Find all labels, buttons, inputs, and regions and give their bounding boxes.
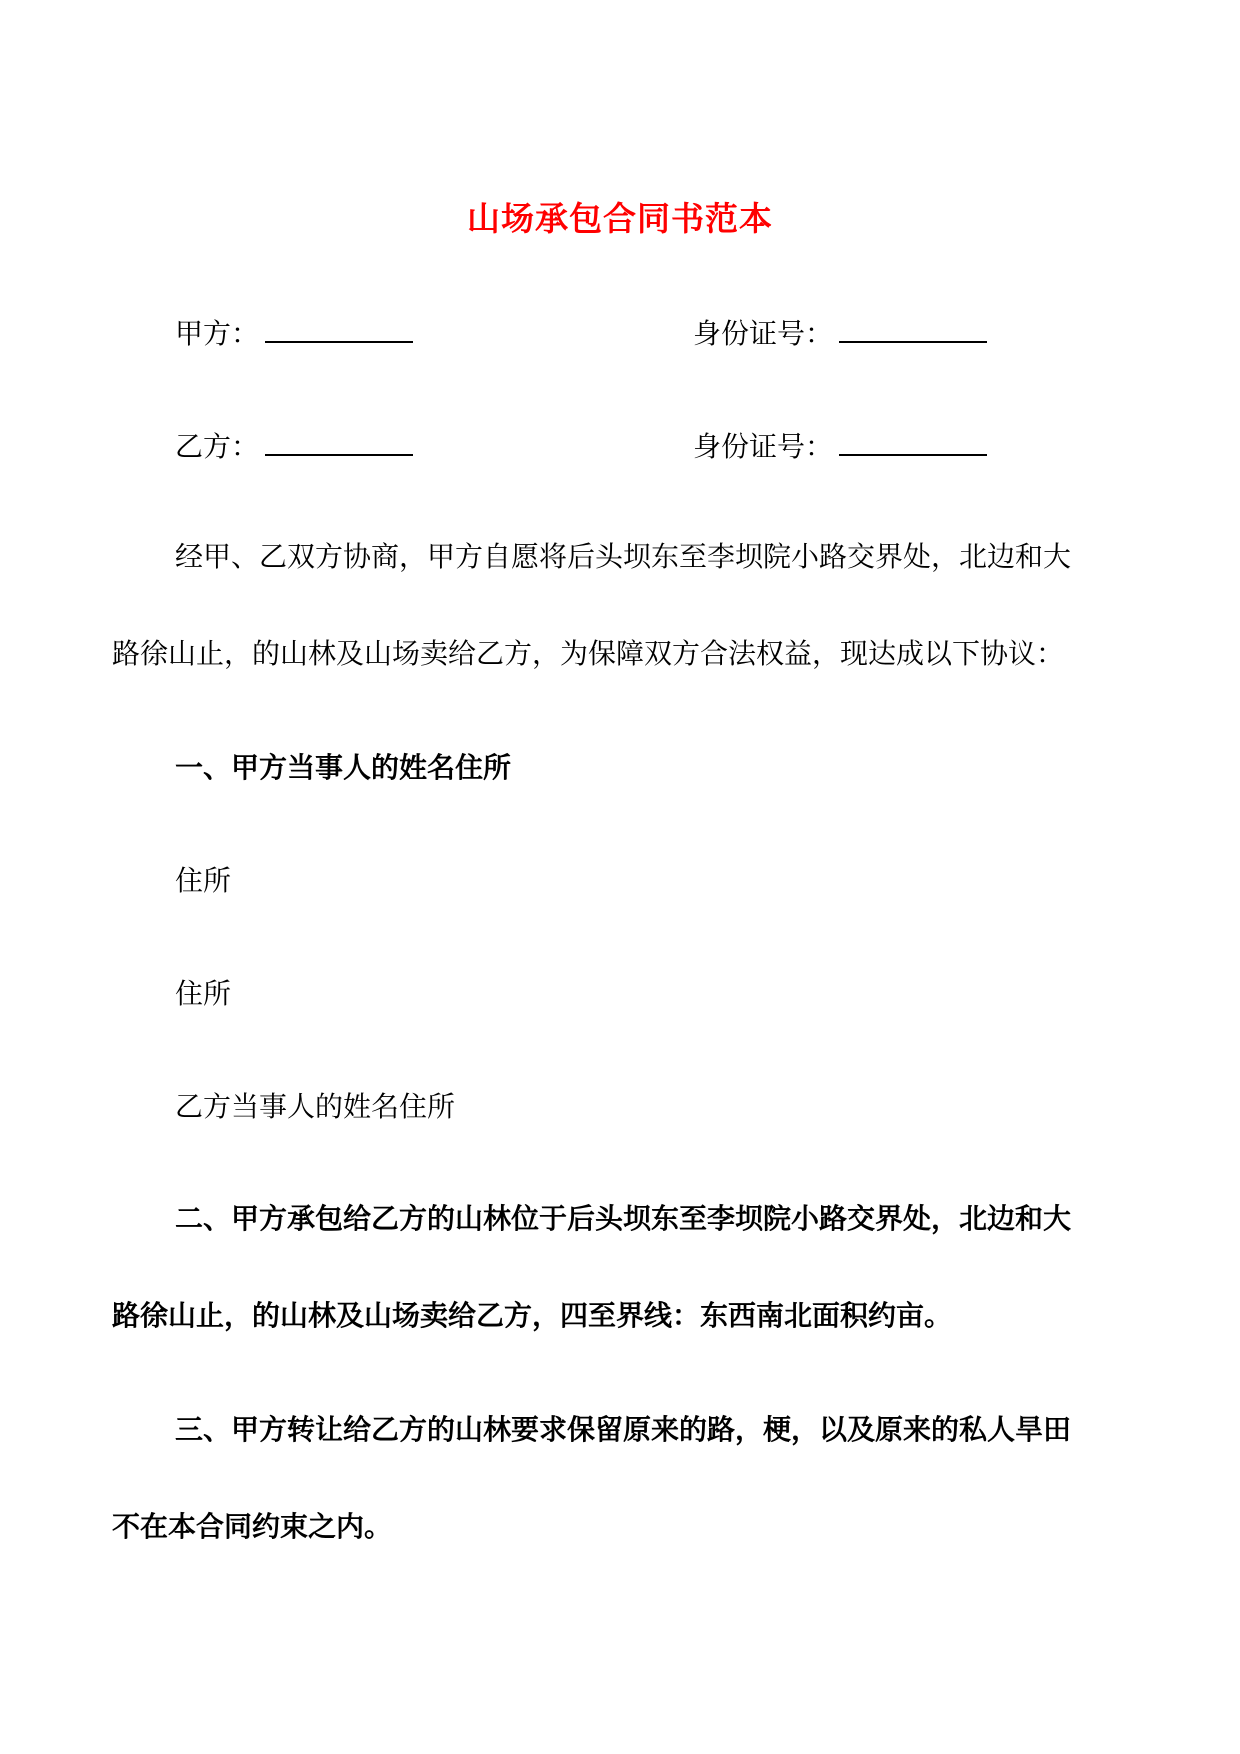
document-title: 山场承包合同书范本 (467, 199, 773, 238)
party-a-blank (265, 311, 413, 343)
party-b-name-address: 乙方当事人的姓名住所 (175, 1090, 456, 1123)
party-b-blank (265, 424, 413, 456)
section-3-line-1: 三、甲方转让给乙方的山林要求保留原来的路，梗，以及原来的私人旱田 (175, 1413, 1072, 1446)
section-3-line-2: 不在本合同约束之内。 (112, 1510, 393, 1543)
party-a-id-row (693, 311, 987, 354)
party-b-label: 乙方： (175, 430, 260, 463)
section-2-line-2: 路徐山止，的山林及山场卖给乙方，四至界线：东西南北面积约亩。 (112, 1299, 953, 1332)
party-a-id-label: 身份证号： (693, 317, 834, 350)
party-b-id-row (693, 424, 987, 467)
intro-line-1: 经甲、乙双方协商，甲方自愿将后头坝东至李坝院小路交界处，北边和大 (175, 540, 1072, 573)
party-a-row (175, 311, 413, 354)
party-a-id-blank (839, 311, 987, 343)
party-b-row (175, 424, 413, 467)
section-2-line-1: 二、甲方承包给乙方的山林位于后头坝东至李坝院小路交界处，北边和大 (175, 1202, 1072, 1235)
residence-1: 住所 (175, 864, 232, 897)
party-b-id-blank (839, 424, 987, 456)
section-1-heading: 一、甲方当事人的姓名住所 (175, 751, 512, 784)
party-b-id-label: 身份证号： (693, 430, 834, 463)
residence-2: 住所 (175, 977, 232, 1010)
intro-line-2: 路徐山止，的山林及山场卖给乙方，为保障双方合法权益，现达成以下协议： (112, 637, 1065, 670)
party-a-label: 甲方： (175, 317, 260, 350)
